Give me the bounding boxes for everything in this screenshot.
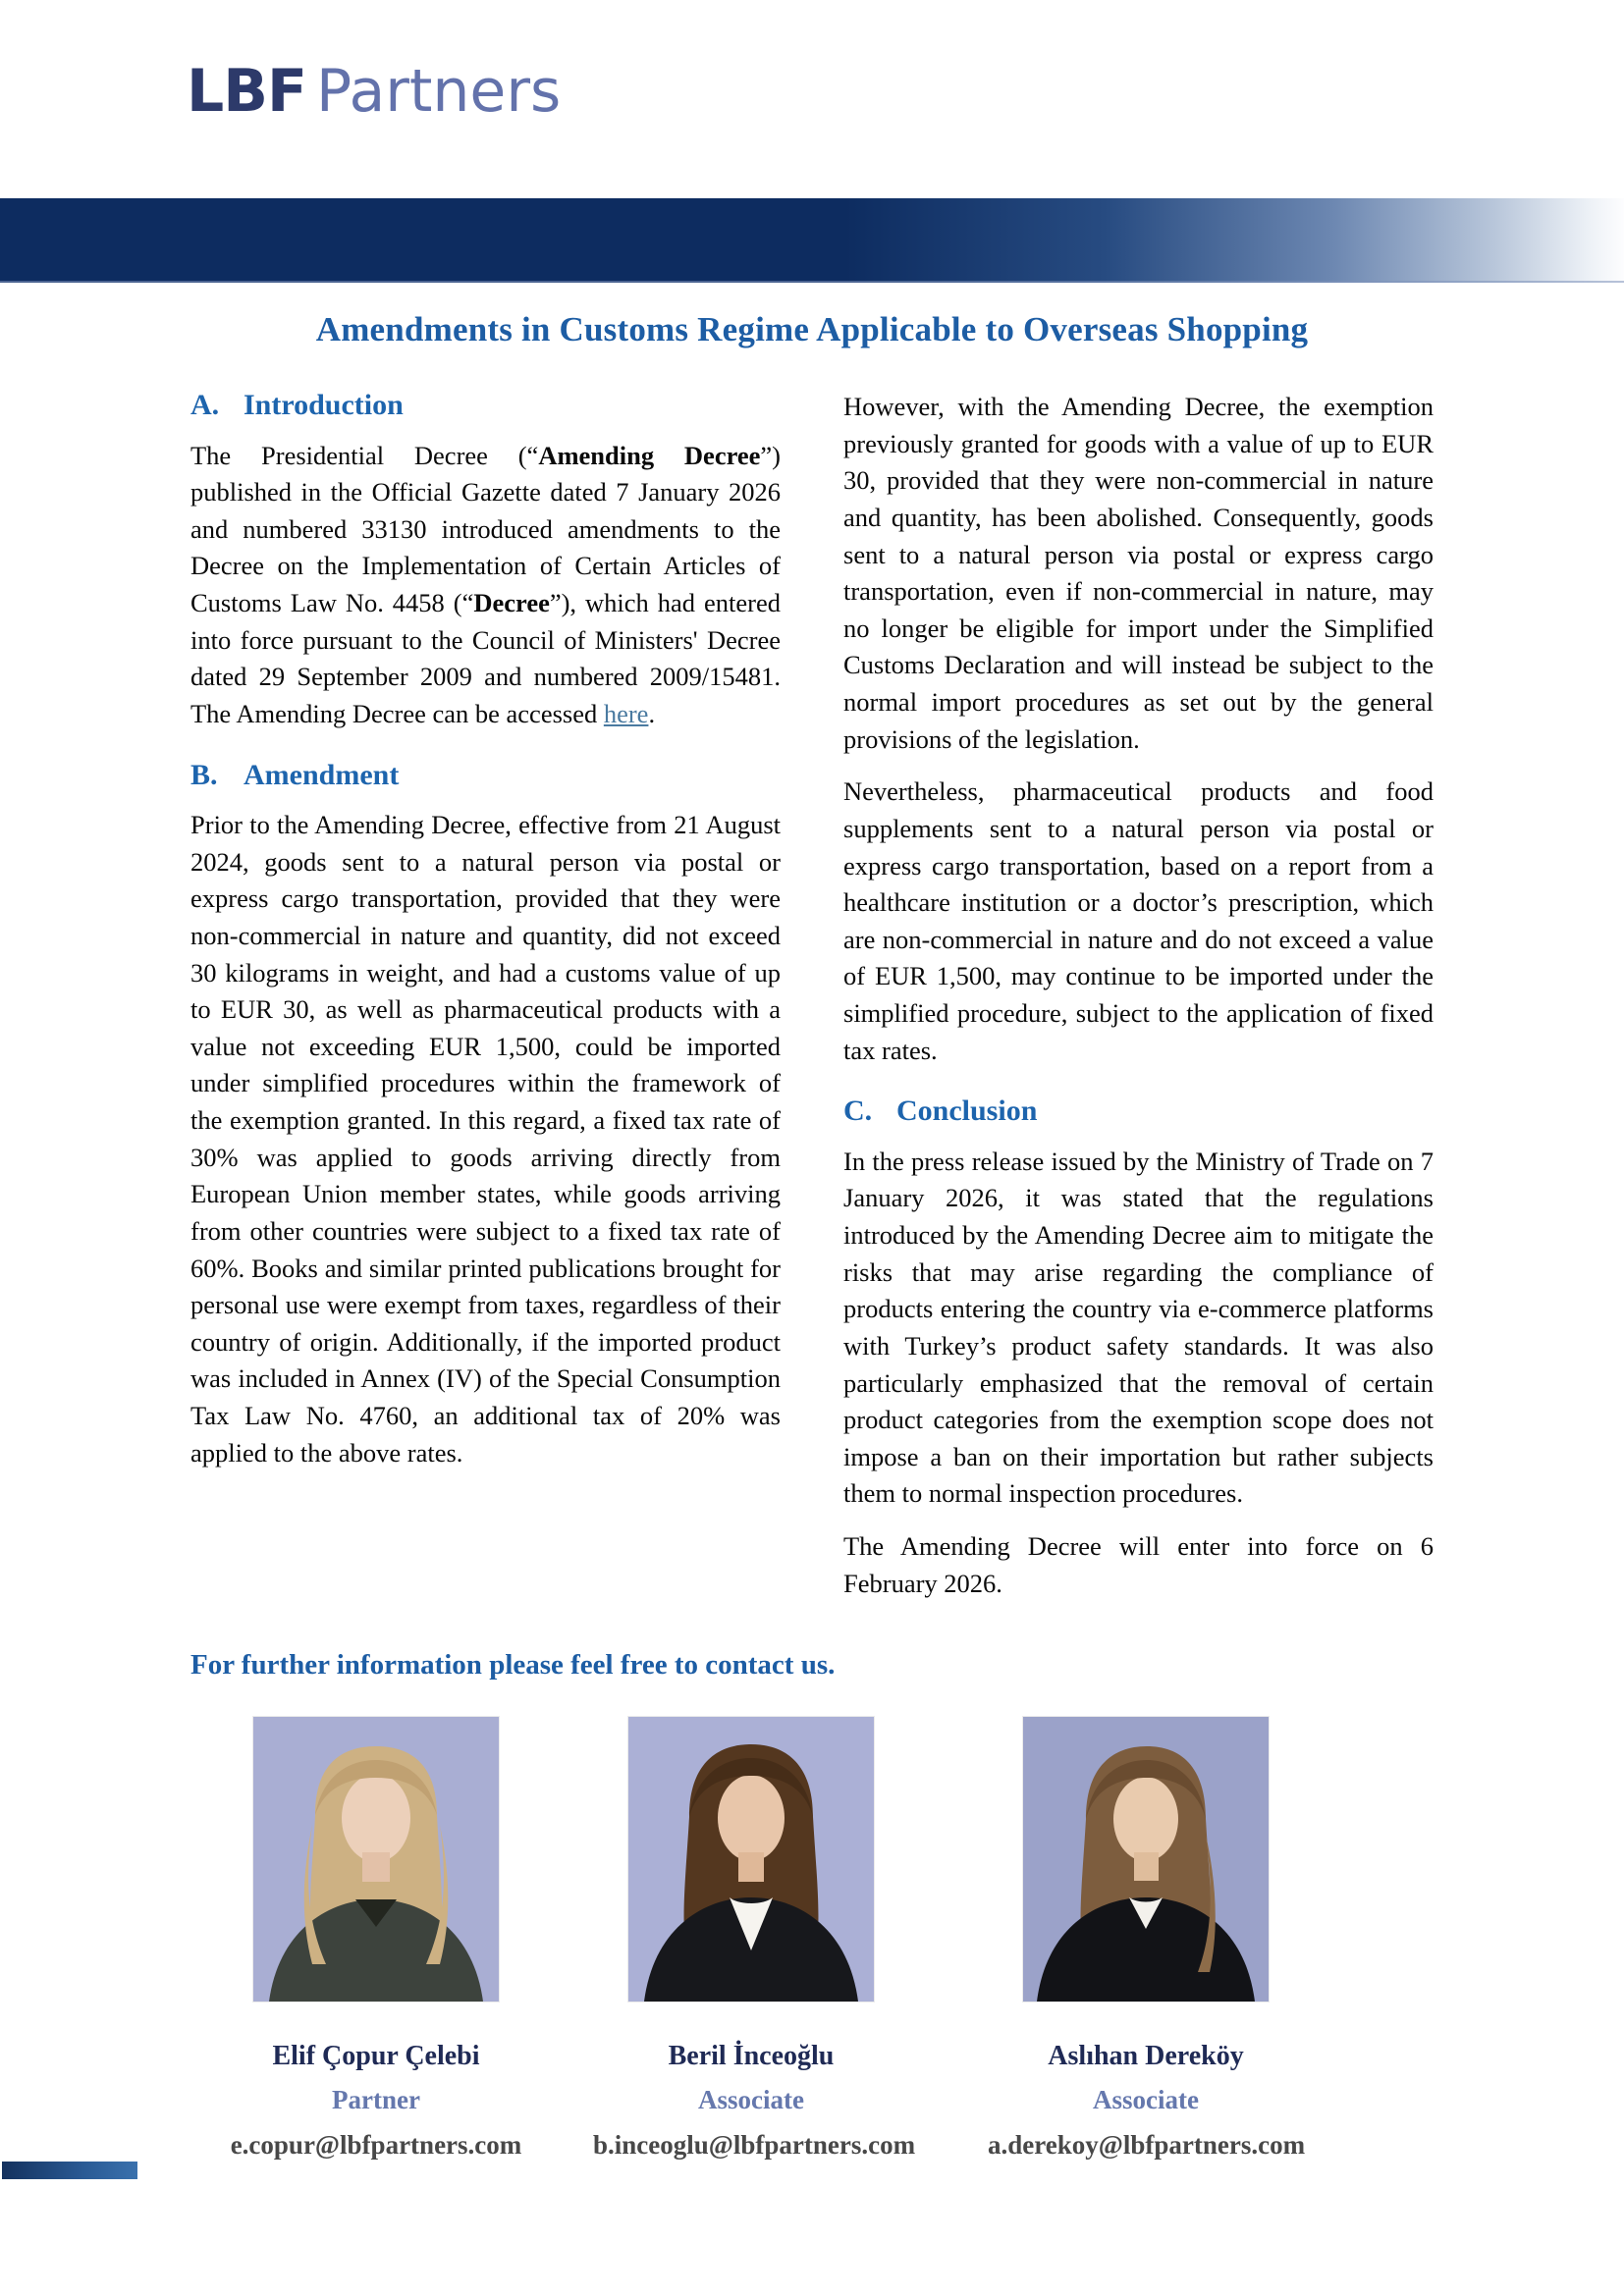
logo-partners-text: Partners xyxy=(315,57,562,126)
portrait-photo xyxy=(1023,1717,1269,2002)
gradient-banner xyxy=(0,198,1624,283)
section-label: Introduction xyxy=(244,389,404,421)
paragraph-conclusion: In the press release issued by the Ministry of Trade on 7 January 2026, it was stated that the regulations introduced by the Amending Decree aim to mitigate the risks that may arise regarding the compliance of products entering the country via e-commerce platforms with Turkey’s product safety standards. It was also particularly emphasized that the removal of certain product categories from the exemption scope does not impose a ban on their importation but rather subjects them to normal inspection procedures. xyxy=(843,1146,1434,1509)
portrait-elif-copur-celebi xyxy=(253,1717,499,2002)
right-column xyxy=(843,387,1434,1635)
person-name: Beril İnceoğlu xyxy=(668,2041,835,2071)
portrait-photo xyxy=(628,1717,874,2002)
person-email: e.copur@lbfpartners.com xyxy=(230,2130,522,2160)
section-letter: A. xyxy=(190,389,220,421)
portrait-photo xyxy=(253,1717,499,2002)
person-role: Partner xyxy=(332,2085,420,2114)
person-email: a.derekoy@lbfpartners.com xyxy=(988,2130,1306,2160)
section-heading-introduction xyxy=(190,387,781,424)
person-name: Aslıhan Dereköy xyxy=(1048,2041,1244,2071)
person-role: Associate xyxy=(1093,2085,1199,2114)
section-heading-conclusion xyxy=(843,1093,1434,1130)
portrait-aslihan-derekoy xyxy=(1023,1717,1269,2002)
person-role: Associate xyxy=(698,2085,804,2114)
paragraph-introduction: The Presidential Decree (“Amending Decree”) published in the Official Gazette dated 7 January 2026 and numbered 33130 introduced amendments to the Decree on the Implementation of Certain Articles of Customs Law No. 4458 (“Decree”), which had entered into force pursuant to the Council of Ministers' Decree dated 29 September 2009 and numbered 2009/15481. The Amending Decree can be accessed here. xyxy=(190,440,781,728)
person-email: b.inceoglu@lbfpartners.com xyxy=(593,2130,916,2160)
contact-card-beril xyxy=(593,1717,916,2161)
footer-accent-bar xyxy=(2,2162,137,2179)
portrait-beril-inceoglu xyxy=(628,1717,874,2002)
section-label: Amendment xyxy=(244,758,400,791)
paragraph-entry-into-force: The Amending Decree will enter into force on 6 February 2026. xyxy=(843,1531,1434,1598)
paragraph-amendment-however: However, with the Amending Decree, the exemption previously granted for goods with a value of up to EUR 30, provided that they were non-commercial in nature and quantity, has been abolished. Consequently, goods sent to a natural person via postal or express cargo transportation, even if non-commercial in nature, may no longer be eligible for import under the Simplified Customs Declaration and will instead be subject to the normal import procedures as set out by the general provisions of the legislation. xyxy=(843,392,1434,754)
section-label: Conclusion xyxy=(896,1095,1038,1128)
section-letter: B. xyxy=(190,758,218,791)
left-column xyxy=(190,387,781,1635)
section-letter: C. xyxy=(843,1095,873,1128)
logo-lbf-text: LBF xyxy=(187,57,306,126)
page-title: Amendments in Customs Regime Applicable to Overseas Shopping xyxy=(315,310,1309,348)
contact-card-aslihan xyxy=(988,1717,1304,2161)
paragraph-amendment-nevertheless: Nevertheless, pharmaceutical products and food supplements sent to a natural person via postal or express cargo transportation, based on a report from a healthcare institution or a doctor’s prescription, which are non-commercial in nature and do not exceed a value of EUR 1,500, may continue to be imported under the simplified procedure, subject to the application of fixed tax rates. xyxy=(843,776,1434,1065)
here-link[interactable]: here xyxy=(603,698,649,728)
contact-card-elif xyxy=(218,1717,534,2161)
section-heading-amendment xyxy=(190,757,781,794)
lbf-partners-logo xyxy=(187,55,1624,128)
paragraph-amendment-prior: Prior to the Amending Decree, effective from 21 August 2024, goods sent to a natural person via postal or express cargo transportation, provided that they were non-commercial in nature and quantity, did not exceed 30 kilograms in weight, and had a customs value of up to EUR 30, as well as pharmaceutical products with a value not exceeding EUR 1,500, could be imported under simplified procedures within the framework of the exemption granted. In this regard, a fixed tax rate of 30% was applied to goods arriving directly from European Union member states, while goods arriving from other countries were subject to a fixed tax rate of 60%. Books and similar printed publications brought for personal use were exempt from taxes, regardless of their country of origin. Additionally, if the imported product was included in Annex (IV) of the Special Consumption Tax Law No. 4760, an additional tax of 20% was applied to the above rates. xyxy=(190,810,781,1468)
page-header xyxy=(0,0,1624,198)
person-name: Elif Çopur Çelebi xyxy=(272,2041,480,2071)
contacts-row xyxy=(0,1717,1624,2161)
contact-invitation-line: For further information please feel free to contact us. xyxy=(190,1649,836,1681)
article-columns xyxy=(0,387,1624,1635)
